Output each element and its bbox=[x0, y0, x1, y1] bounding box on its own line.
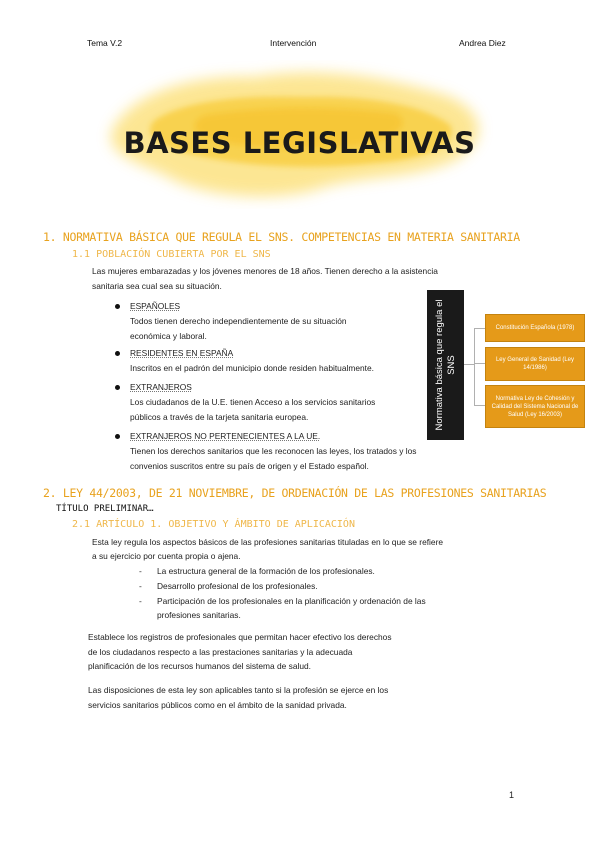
bullet-icon bbox=[115, 304, 120, 309]
chapter-label: TÍTULO PRELIMINAR… bbox=[56, 504, 154, 514]
list-item bbox=[130, 346, 374, 376]
diagram-box: Constitución Española (1978) bbox=[485, 314, 585, 342]
list-item-title: ESPAÑOLES bbox=[130, 301, 181, 311]
subsection-heading: 1.1 POBLACIÓN CUBIERTA POR EL SNS bbox=[72, 249, 271, 260]
list-item bbox=[130, 299, 347, 344]
body-text: servicios sanitarios públicos como en el ámbito de la sanidad privada. bbox=[88, 700, 347, 710]
list-item-title: RESIDENTES EN ESPAÑA bbox=[130, 348, 234, 358]
body-text: Establece los registros de profesionales que permitan hacer efectivo los derechos bbox=[88, 632, 392, 642]
subsection-heading: 2.1 ARTÍCULO 1. OBJETIVO Y ÁMBITO DE APLICACIÓN bbox=[72, 519, 355, 530]
list-item-title: EXTRANJEROS NO PERTENECIENTES A LA UE. bbox=[130, 431, 321, 441]
bullet-icon bbox=[115, 434, 120, 439]
connector-line bbox=[464, 364, 474, 365]
list-item-text: económica y laboral. bbox=[130, 331, 207, 341]
body-text: a su ejercicio por cuenta propia o ajena. bbox=[92, 551, 241, 561]
list-item-text: Inscritos en el padrón del municipio donde residen habitualmente. bbox=[130, 363, 374, 373]
connector-line bbox=[474, 363, 485, 364]
dash-item: - Desarrollo profesional de los profesionales. bbox=[139, 581, 318, 591]
body-text: Las mujeres embarazadas y los jóvenes menores de 18 años. Tienen derecho a la asistencia bbox=[92, 266, 438, 276]
body-text: Las disposiciones de esta ley son aplicables tanto si la profesión se ejerce en los bbox=[88, 685, 389, 695]
dash-item: - Participación de los profesionales en la planificación y ordenación de las bbox=[139, 596, 426, 606]
diagram-root-label bbox=[427, 290, 464, 440]
dash-item: - La estructura general de la formación de los profesionales. bbox=[139, 566, 375, 576]
list-item bbox=[130, 429, 416, 474]
list-item-text: Los ciudadanos de la U.E. tienen Acceso a los servicios sanitarios bbox=[130, 397, 376, 407]
list-item-text: públicos a través de la tarjeta sanitaria europea. bbox=[130, 412, 309, 422]
body-text: Esta ley regula los aspectos básicos de las profesiones sanitarias tituladas en lo que se refiere bbox=[92, 537, 444, 547]
list-item-text: Tienen los derechos sanitarios que les reconocen las leyes, los tratados y los bbox=[130, 446, 417, 456]
list-item-title: EXTRANJEROS bbox=[130, 382, 192, 392]
list-item-text: Todos tienen derecho independientemente de su situación bbox=[130, 316, 347, 326]
section-heading: 1. NORMATIVA BÁSICA QUE REGULA EL SNS. COMPETENCIAS EN MATERIA SANITARIA bbox=[43, 230, 520, 244]
diagram-box: Ley General de Sanidad (Ley 14/1986) bbox=[485, 347, 585, 381]
body-text: planificación de los recursos humanos del sistema de salud. bbox=[88, 661, 311, 671]
header-author: Andrea Diez bbox=[459, 38, 506, 48]
page-number: 1 bbox=[509, 790, 515, 800]
connector-line bbox=[474, 328, 475, 406]
connector-line bbox=[474, 405, 485, 406]
header-subject: Intervención bbox=[270, 38, 317, 48]
body-text: de los ciudadanos respecto a las prestaciones sanitarias y la adecuada bbox=[88, 647, 353, 657]
page-title: BASES LEGISLATIVAS bbox=[123, 126, 476, 160]
list-item bbox=[130, 380, 375, 425]
bullet-icon bbox=[115, 351, 120, 356]
diagram-box: Normativa Ley de Cohesión y Calidad del Sistema Nacional de Salud (Ley 16/2003) bbox=[485, 385, 585, 428]
diagram-root-text: Normativa básica que regula el SNS bbox=[433, 299, 457, 431]
list-item-text: convenios suscritos entre su país de origen y el Estado español. bbox=[130, 461, 369, 471]
header-topic: Tema V.2 bbox=[87, 38, 123, 48]
dash-item-continuation: profesiones sanitarias. bbox=[157, 610, 241, 620]
bullet-icon bbox=[115, 385, 120, 390]
section-heading: 2. LEY 44/2003, DE 21 NOVIEMBRE, DE ORDENACIÓN DE LAS PROFESIONES SANITARIAS bbox=[43, 486, 547, 500]
connector-line bbox=[474, 328, 485, 329]
body-text: sanitaria sea cual sea su situación. bbox=[92, 281, 222, 291]
